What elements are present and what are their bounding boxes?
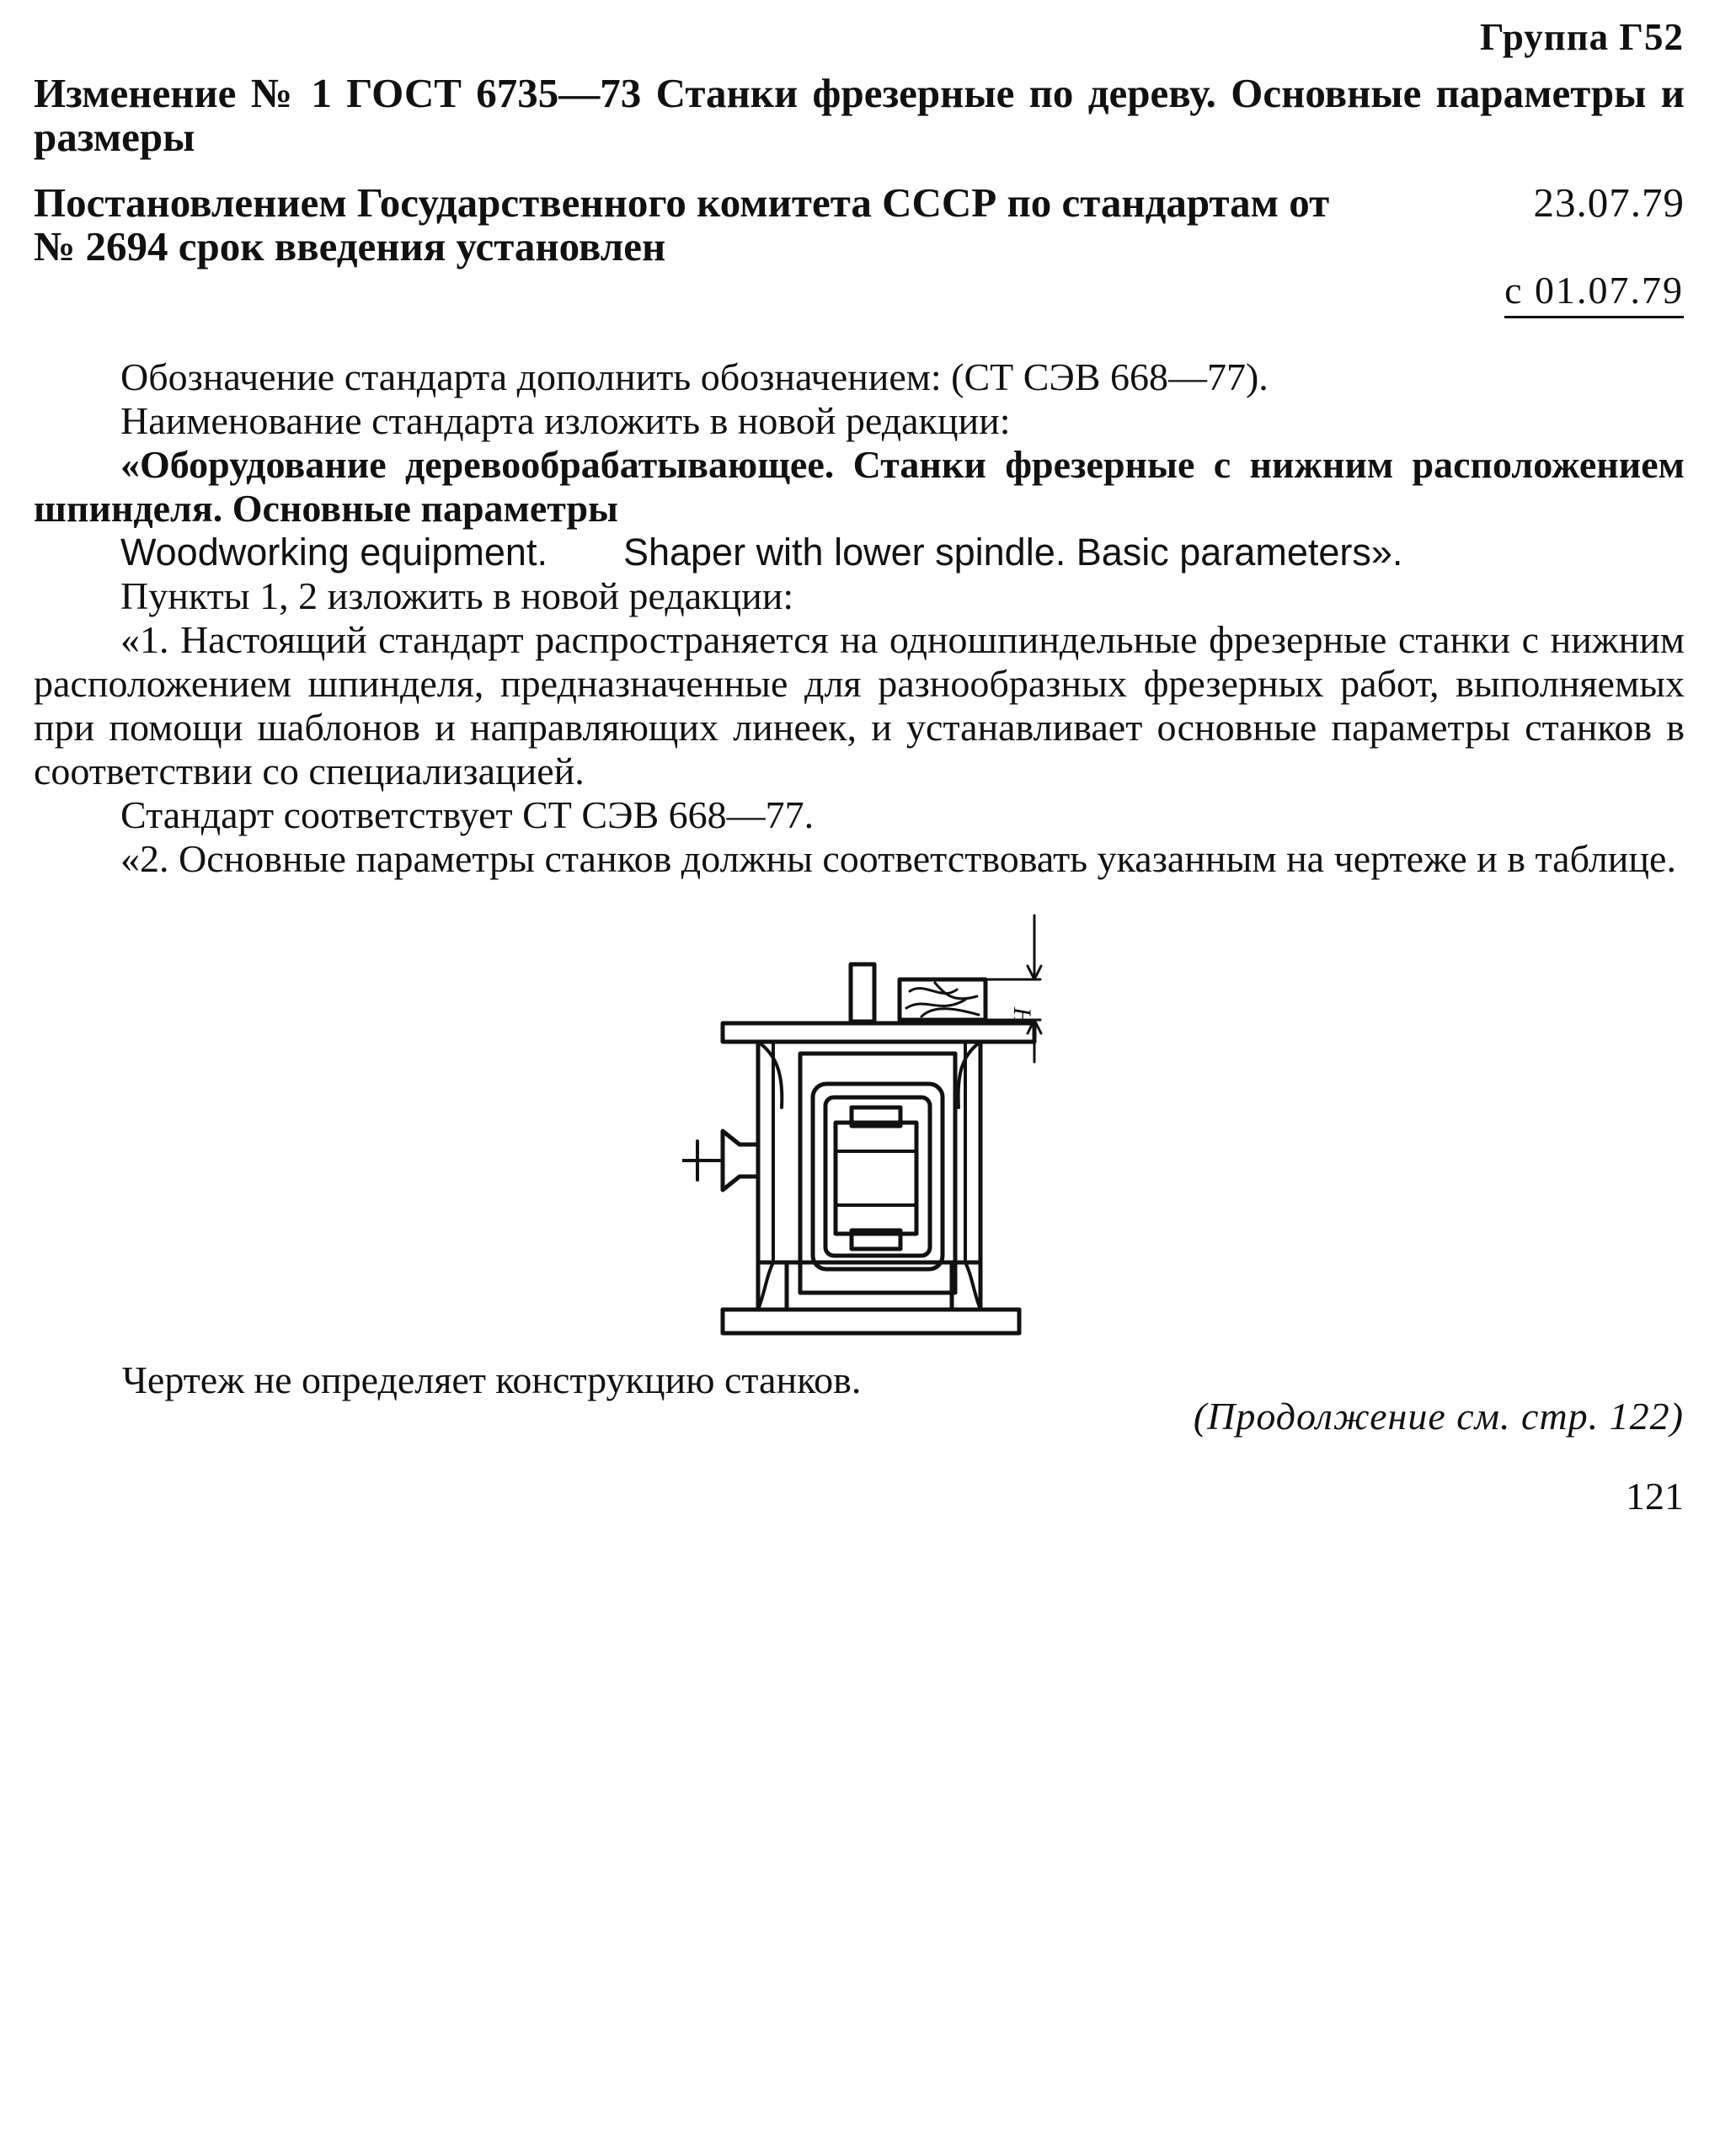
effective-date: с 01.07.79 — [1504, 268, 1684, 318]
paragraph-new-title: «Оборудование деревообрабатывающее. Станки фрезерные с нижним расположением шпинделя. Основные параметры — [34, 443, 1685, 530]
table-shape — [723, 1023, 1034, 1042]
paragraph-points: Пункты 1, 2 изложить в новой редакции: — [120, 574, 794, 617]
continued-label: (Продолжение см. стр. 122) — [1193, 1395, 1684, 1438]
decree-line-1 — [34, 181, 1685, 225]
paragraph-point-1: «1. Настоящий стандарт распространяется на одношпиндельные фрезерные станки с нижним расположением шпинделя, предназначенные для разнообразных фрезерных работ, выполняемых при помощи шаблонов и направляющих линеек, и устанавливает основные параметры станков в соответствии со специализацией. — [34, 618, 1685, 792]
machine-drawing — [682, 914, 1070, 1343]
decree-line-2: № 2694 срок введения установлен — [34, 223, 666, 269]
document-title: Изменение № 1 ГОСТ 6735—73 Станки фрезерные по дереву. Основные параметры и размеры — [34, 70, 1685, 160]
decree-text: Постановлением Государственного комитета СССР по стандартам от — [34, 179, 1330, 226]
base-shape — [723, 1310, 1019, 1333]
english-part-2: Shaper with lower spindle. Basic parameters». — [622, 531, 1403, 574]
paragraph-english-title — [34, 531, 1685, 574]
spindle-shape — [851, 964, 874, 1022]
paragraph-designation: Обозначение стандарта дополнить обозначением: (СТ СЭВ 668—77). — [120, 355, 1269, 398]
paragraph-name-change: Наименование стандарта изложить в новой редакции: — [120, 399, 1011, 442]
drawing-note: Чертеж не определяет конструкцию станков. — [122, 1358, 862, 1401]
group-label: Группа Г52 — [1480, 16, 1684, 58]
handwheel-shape — [723, 1131, 758, 1190]
decree-block — [34, 181, 1685, 269]
motor-shape — [836, 1123, 916, 1234]
document-body — [34, 355, 1685, 881]
page-number: 121 — [1626, 1475, 1684, 1518]
decree-date: 23.07.79 — [1533, 179, 1685, 226]
dimension-h-label: H — [1008, 1007, 1036, 1026]
paragraph-compliance: Стандарт соответствует СТ СЭВ 668—77. — [120, 793, 815, 836]
english-part-1: Woodworking equipment. — [120, 531, 548, 574]
wood-grain-shape — [906, 983, 979, 1016]
paragraph-point-2: «2. Основные параметры станков должны соответствовать указанным на чертеже и в таблице. — [120, 837, 1676, 880]
